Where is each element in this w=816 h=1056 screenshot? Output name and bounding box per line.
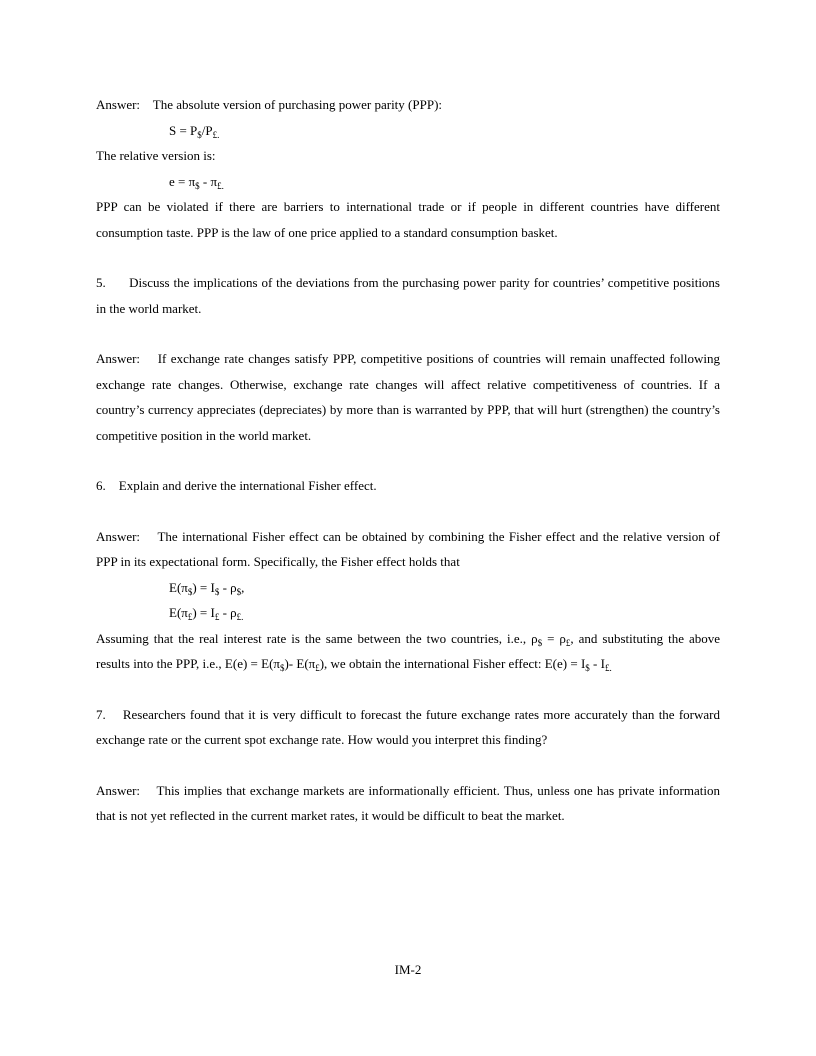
absolute-ppp-formula: $S = P_{\$}/P_{£.}$	[169, 122, 220, 140]
fisher-equation-pound: $E(\pi_£) = I_£ - \rho_{£.}$	[169, 605, 244, 622]
relative-ppp-formula: $e = \pi_{\$} - \pi_{£.}$	[169, 173, 224, 191]
relative-version-label: The relative version is:	[96, 148, 216, 163]
fisher-equation-dollar: $E(\pi_{\$}) = I_{\$} - \rho_{\$}$,	[169, 579, 245, 597]
spacer	[96, 677, 720, 702]
answer6-conclusion: Assuming that the real interest rate is the same between the two countries, i.e., $\rho_{\$} = \rho_£$, and substituting the above results into the PPP, i.e., $E(e) = E(\pi_{\$})-$ $E(\pi_£)$, we obtain the international Fisher effect: $E(e) = I_{\$} - I_{£.}$	[96, 630, 720, 673]
question-5: 5. Discuss the implications of the deviations from the purchasing power parity for countries’ competitive positions in the world market.	[96, 275, 720, 316]
spacer	[96, 499, 720, 524]
answer4-text: PPP can be violated if there are barriers to international trade or if people in different countries have different consumption taste. PPP is the law of one price applied to a standard consumption basket.	[96, 199, 720, 240]
answer4-intro: Answer: The absolute version of purchasing power parity (PPP):	[96, 97, 443, 112]
answer6-intro: Answer: The international Fisher effect can be obtained by combining the Fisher effect and the relative version of PPP in its expectational form. Specifically, the Fisher effect holds that	[96, 528, 720, 569]
page-number: IM-2	[394, 962, 422, 977]
question-6: 6. Explain and derive the international Fisher effect.	[96, 478, 377, 493]
spacer	[96, 753, 720, 778]
answer-7: Answer: This implies that exchange markets are informationally efficient. Thus, unless one has private information that is not yet reflected in the current market rates, it would be difficult to beat the market.	[96, 782, 720, 823]
question-7: 7. Researchers found that it is very difficult to forecast the future exchange rates more accurately than the forward exchange rate or the current spot exchange rate. How would you interpret this finding?	[96, 706, 720, 747]
document-body	[96, 92, 720, 829]
answer-5: Answer: If exchange rate changes satisfy PPP, competitive positions of countries will remain unaffected following exchange rate changes. Otherwise, exchange rate changes will affect relative competitiveness of countries. If a country’s currency appreciates (depreciates) by more than is warranted by PPP, that will hurt (strengthen) the country’s competitive position in the world market.	[96, 351, 720, 443]
spacer	[96, 245, 720, 270]
spacer	[96, 448, 720, 473]
spacer	[96, 321, 720, 346]
